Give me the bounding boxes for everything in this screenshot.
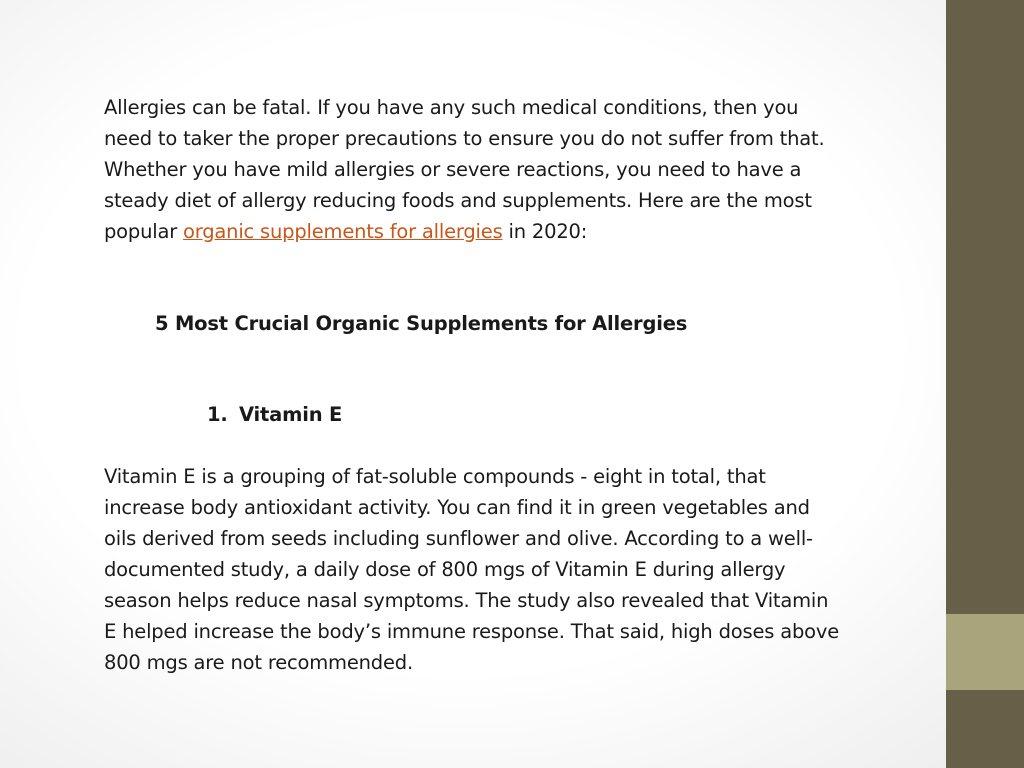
intro-text-before: Allergies can be fatal. If you have any such medical conditions, then you need to taker the proper precautions to ensure you do not suffer from that. Whether you have mild allergies or severe reactions, you need to have a steady diet of allergy reducing foods and supplements. Here are the most popular	[104, 96, 825, 243]
intro-text-after: in 2020:	[502, 220, 588, 243]
item-number: 1.	[207, 403, 228, 426]
decorative-sidebar-accent	[946, 614, 1024, 690]
organic-supplements-link[interactable]: organic supplements for allergies	[183, 220, 503, 243]
intro-paragraph-block	[104, 92, 839, 247]
item-heading	[207, 399, 342, 430]
item-title: Vitamin E	[239, 403, 343, 426]
intro-paragraph	[104, 92, 839, 247]
section-heading: 5 Most Crucial Organic Supplements for Allergies	[155, 312, 688, 335]
item-body-paragraph: Vitamin E is a grouping of fat-soluble compounds - eight in total, that increase body antioxidant activity. You can find it in green vegetables and oils derived from seeds including sunflower and olive. According to a well-documented study, a daily dose of 800 mgs of Vitamin E during allergy season helps reduce nasal symptoms. The study also revealed that Vitamin E helped increase the body’s immune response. That said, high doses above 800 mgs are not recommended.	[104, 465, 839, 674]
